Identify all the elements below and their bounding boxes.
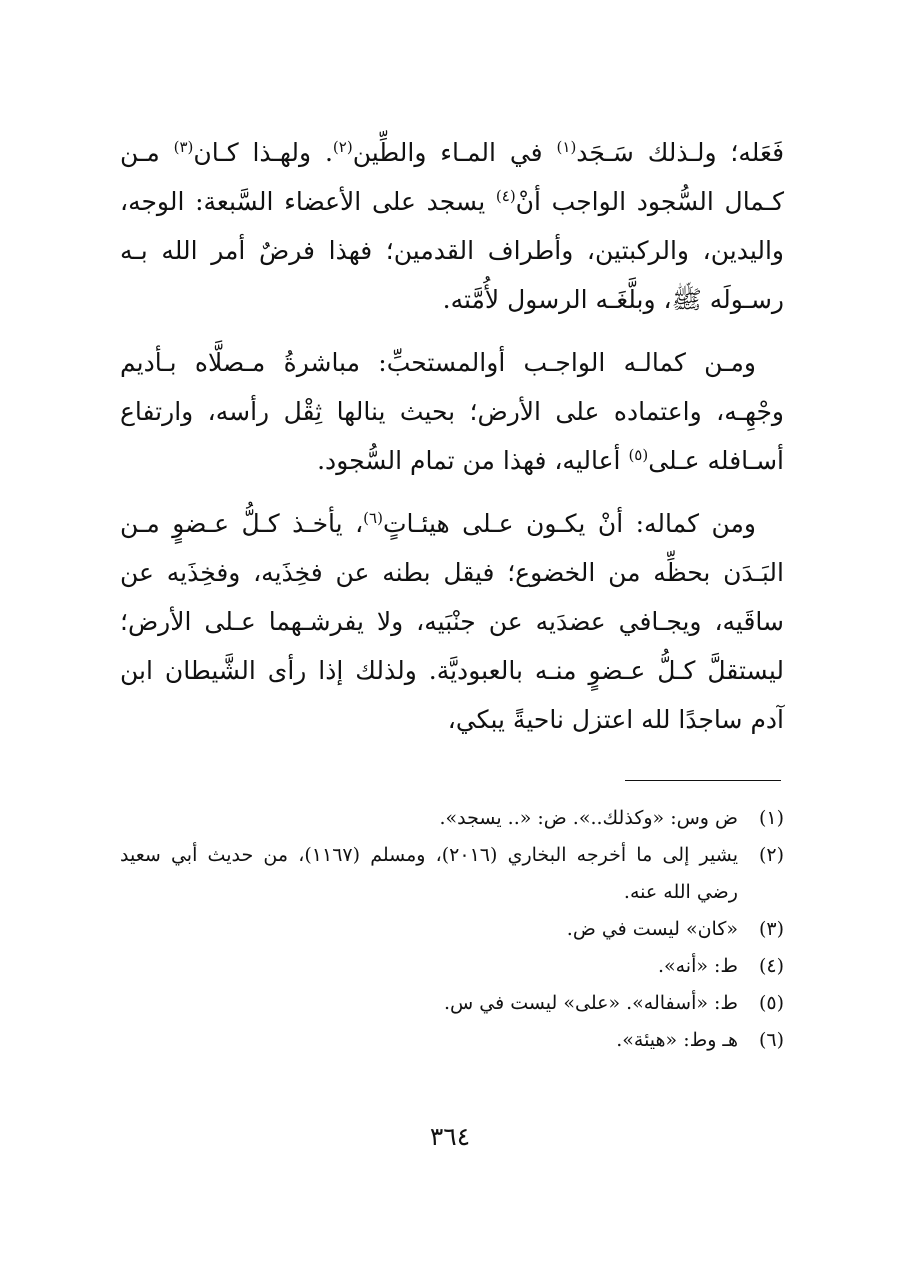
text-run: أعاليه، فهذا من تمام السُّجود. [317, 446, 629, 475]
footnote [120, 985, 784, 1022]
text-run: يسجد على الأعضاء السَّبعة: الوجه، واليدين، والركبتين، وأطراف القدمين؛ فهذا فرضٌ أمر الله بـه رسـولَه ﷺ، وبلَّغَـه الرسول لأُمَّته. [120, 187, 784, 314]
footnote-reference: (٤) [495, 187, 516, 205]
footnote-reference: (٣) [173, 138, 194, 156]
footnote-number: (٥) [758, 992, 784, 1014]
text-run: في المـاء والطِّين [352, 138, 557, 167]
footnote-text: يشير إلى ما أخرجه البخاري (٢٠١٦)، ومسلم (١١٦٧)، من حديث أبي سعيد رضي الله عنه. [120, 844, 738, 903]
footnote-number: (٣) [758, 918, 784, 940]
text-run: ومن كماله: أنْ يكـون عـلى هيئـاتٍ [382, 509, 756, 538]
footnote-separator [625, 780, 781, 781]
text-run: . ولهـذا كـان [193, 138, 333, 167]
footnote [120, 948, 784, 985]
footnote [120, 800, 784, 837]
footnote-reference: (٥) [628, 446, 649, 464]
footnote-text: هـ وط: «هيئة». [616, 1029, 738, 1051]
footnote-number: (٤) [758, 955, 784, 977]
page-number: ٣٦٤ [429, 1122, 471, 1151]
paragraph [120, 128, 784, 324]
text-run: فَعَله؛ ولـذلك سَـجَد [576, 138, 785, 167]
footnote-reference: (١) [556, 138, 577, 156]
main-text [120, 128, 784, 758]
footnote-text: ض وس: «وكذلك..». ض: «.. يسجد». [439, 807, 738, 829]
paragraph [120, 338, 784, 485]
footnote-text: ط: «أسفاله». «على» ليست في س. [443, 992, 738, 1014]
text-run: مـن كـمال السُّجود الواجب أنْ [120, 138, 784, 216]
footnote-text: «كان» ليست في ض. [566, 918, 738, 940]
footnote-reference: (٦) [363, 509, 383, 527]
footnote [120, 1022, 784, 1059]
footnote [120, 837, 784, 911]
paragraph [120, 499, 784, 744]
footnote [120, 911, 784, 948]
text-run: ومـن كمالـه الواجـب أوالمستحبِّ: مباشرةُ مـصلَّاه بـأديم وجْهِـه، واعتماده على الأرض؛ بحيث ينالها ثِقْل رأسه، وارتفاع أسـافله عـلى [120, 348, 784, 475]
footnote-number: (٢) [758, 844, 784, 866]
footnotes [120, 800, 784, 1059]
footnote-text: ط: «أنه». [657, 955, 738, 977]
footnote-number: (١) [758, 807, 784, 829]
text-run: ، يأخـذ كـلُّ عـضوٍ مـن البَـدَن بحظِّه من الخضوع؛ فيقل بطنه عن فخِذَيه، وفخِذَيه عن ساقَيه، ويجـافي عضدَيه عن جنْبَيه، ولا يفرشـهما عـلى الأرض؛ ليستقلَّ كـلُّ عـضوٍ منـه بالعبوديَّة. ولذلك إذا رأى الشَّيطان ابن آدم ساجدًا لله اعتزل ناحيةً يبكي، [120, 509, 784, 734]
footnote-reference: (٢) [332, 138, 353, 156]
footnote-number: (٦) [758, 1029, 784, 1051]
